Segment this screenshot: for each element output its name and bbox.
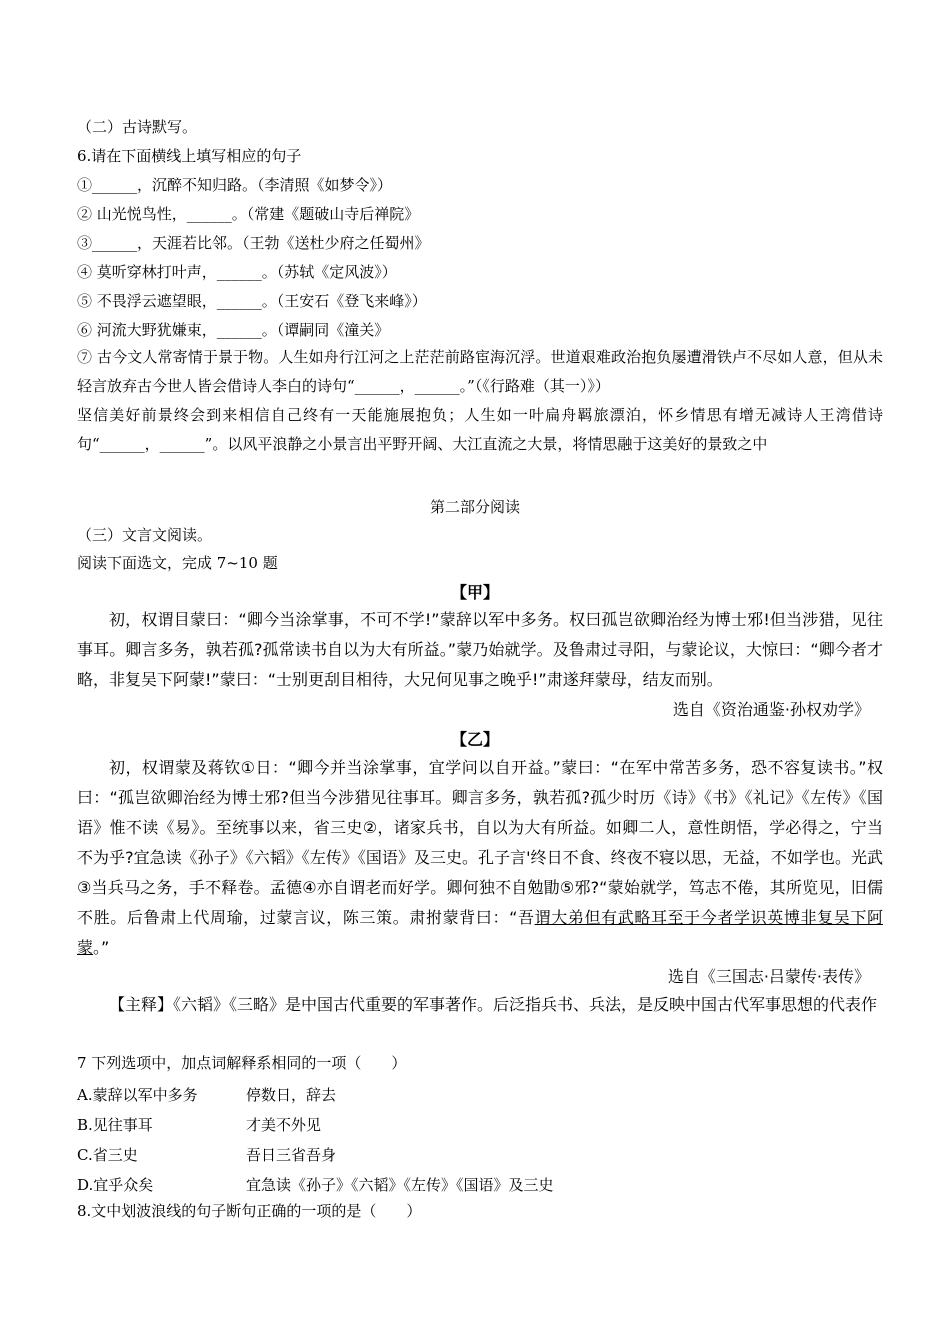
q7-option-c-compare: 吾日三省吾身	[246, 1146, 337, 1164]
question-8: 8.文中划波浪线的句子断句正确的一项的是（ ）	[77, 1202, 422, 1220]
poetry-item-1: ①______，沉醉不知归路。（李清照《如梦令》）	[77, 176, 393, 194]
annotation-note: 【主释】《六韬》《三略》是中国古代重要的军事著作。后泛指兵书、兵法，是反映中国古代军事思想的代表作	[109, 995, 878, 1014]
jia-passage: 初，权谓目蒙曰：“卿今当涂掌事，不可不学!”蒙辞以军中多务。权曰孤岂欲卿治经为博士邪!但当涉猎，见往事耳。卿言多务，孰若孤?孤常读书自以为大有所益。”蒙乃始就学。及鲁肃过寻阳，与蒙论议，大惊曰：“卿今者才略，非复吴下阿蒙!”蒙曰：“士别更刮目相待，大兄何见事之晚乎!”肃遂拜蒙母，结友而别。	[77, 610, 883, 689]
poetry-item-7-continued: 坚信美好前景终会到来相信自己终有一天能施展抱负；人生如一叶扁舟羁旅漂泊，怀乡情思有增无减诗人王湾借诗句“______，______”。以风平浪静之小景言出平野开阔、大江直流之大景，将情思融于这美好的景致之中	[77, 406, 883, 453]
jia-source: 选自《资治通鉴·孙权劝学》	[672, 700, 870, 719]
q7-option-d-compare: 宜急读《孙子》《六韬》《左传》《国语》及三史	[246, 1176, 554, 1194]
yi-heading: 【乙】	[450, 730, 499, 749]
yi-passage-tail: 。”	[93, 938, 110, 957]
q7-option-c: C.省三史	[77, 1146, 138, 1164]
yi-passage	[77, 753, 883, 963]
yi-source: 选自《三国志·吕蒙传·表传》	[667, 967, 870, 986]
q7-option-b-compare: 才美不外见	[246, 1116, 322, 1134]
poetry-item-2: ② 山光悦鸟性，______。（常建《题破山寺后禅院》	[77, 205, 420, 223]
reading-instruction: 阅读下面选文，完成 7~10 题	[77, 554, 278, 572]
jia-heading: 【甲】	[450, 583, 499, 602]
question-7: 7 下列选项中，加点词解释系相同的一项（ ）	[77, 1054, 407, 1072]
classical-section-title: （三）文言文阅读。	[77, 526, 213, 544]
part2-title: 第二部分阅读	[429, 498, 520, 516]
q7-option-a-compare: 停数日，辞去	[246, 1086, 337, 1104]
q7-option-d: D.宜乎众矣	[77, 1176, 154, 1194]
question-6: 6.请在下面横线上填写相应的句子	[77, 147, 302, 165]
poetry-item-7: ⑦ 古今文人常寄情于景于物。人生如舟行江河之上茫茫前路宦海沉浮。世道艰难政治抱负屡遭滑铁卢不尽如人意，但从未轻言放弃古今世人皆会借诗人李白的诗句“______，______。”（《行路难（其一）》）	[77, 348, 883, 395]
wavy-sentence: 谓大弟但有武略耳至于今者学识英博非复吴下阿蒙	[77, 908, 883, 957]
poetry-item-5: ⑤ 不畏浮云遮望眼，______。（王安石《登飞来峰》）	[77, 292, 427, 310]
poetry-item-3: ③______，天涯若比邻。（王勃《送杜少府之任蜀州》	[77, 234, 430, 252]
poetry-section-title: （二）古诗默写。	[77, 118, 198, 136]
q7-option-a: A.蒙辞以军中多务	[77, 1086, 198, 1104]
yi-passage-text: 初，权谓蒙及蒋钦①日：“卿今并当涂掌事，宜学问以自开益。”蒙曰：“在军中常苦多务，恐不容复读书。”权曰：“孤岂欲卿治经为博士邪?但当今涉猎见往事耳。卿言多务，孰若孤?孤少时历《诗》《书》《礼记》《左传》《国语》惟不读《易》。至统事以来，省三史②，诸家兵书，自以为大有所益。如卿二人，意性朗悟，学必得之，宁当不为乎?宜急读《孙子》《六韬》《左传》《国语》及三史。孔子言'终日不食、终夜不寝以思，无益，不如学也。光武③当兵马之务，手不释卷。孟德④亦自谓老而好学。卿何独不自勉勖⑤邪?“蒙始就学，笃志不倦，其所览见，旧儒不胜。后鲁肃上代周瑜，过蒙言议，陈三策。肃拊蒙背曰：“吾	[77, 758, 883, 927]
q7-option-b: B.见往事耳	[77, 1116, 153, 1134]
poetry-item-6: ⑥ 河流大野犹嫌束，______。（谭嗣同《潼关》	[77, 321, 390, 339]
poetry-item-4: ④ 莫听穿林打叶声，______。（苏轼《定风波》）	[77, 263, 397, 281]
